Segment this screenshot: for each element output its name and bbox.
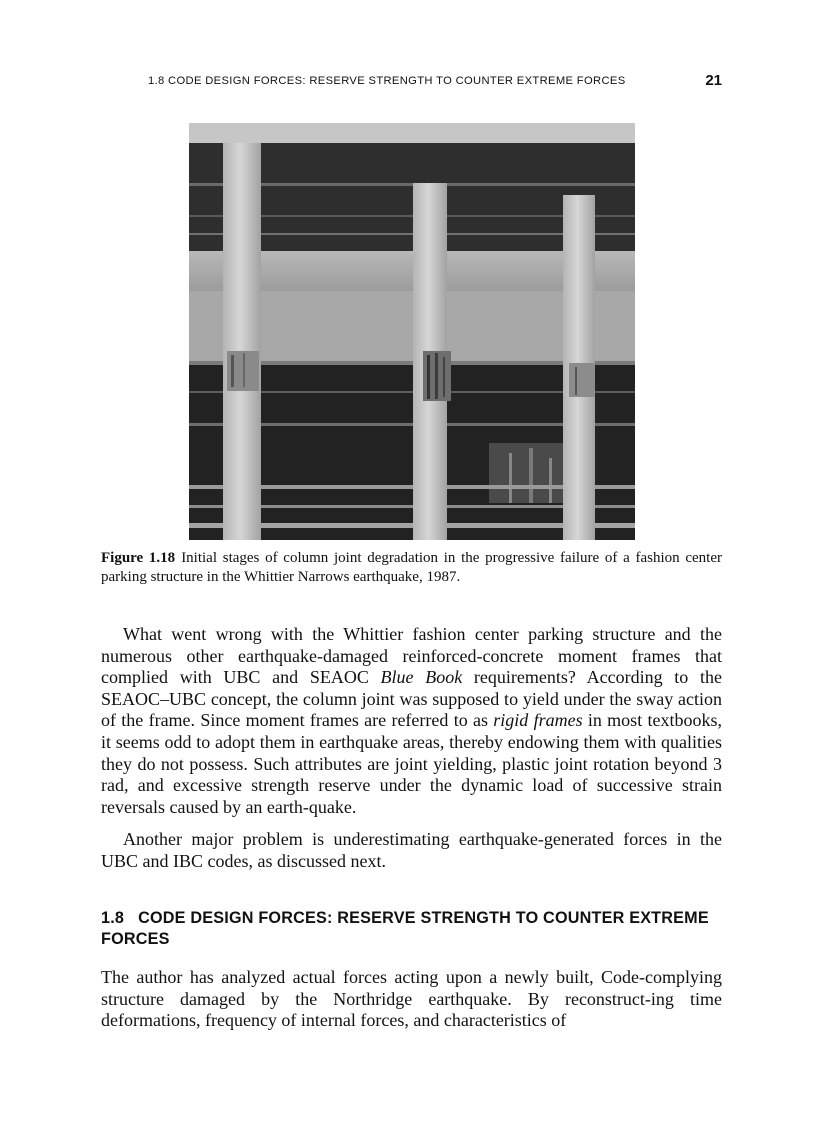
paragraph-3: The author has analyzed actual forces acting upon a newly built, Code-complying structure damaged by the Northridge earthquake. By reconstruct-ing time deformations, frequency of internal forces, and characteristics of [101, 967, 722, 1031]
section-number: 1.8 [101, 909, 125, 927]
paragraph-1-text-b: requirements? According to the SEAOC–UBC concept, the column joint was supposed to yield under the sway action of the frame. Since moment frames are referred to as [101, 667, 722, 731]
page-number: 21 [705, 72, 722, 89]
running-head-title: 1.8 CODE DESIGN FORCES: RESERVE STRENGTH TO COUNTER EXTREME FORCES [148, 75, 626, 87]
figure-photo-parking-structure [189, 123, 635, 540]
paragraph-1-text-c: in most textbooks, it seems odd to adopt them in earthquake areas, thereby endowing them with qualities they do not possess. Such attributes are joint yielding, plastic joint rotation beyond 3 rad, and excessive strength reserve under the dynamic load of successive strain reversals caused by an earth-quake. [101, 710, 722, 817]
figure-caption-text: Initial stages of column joint degradation in the progressive failure of a fashion center parking structure in the Whittier Narrows earthquake, 1987. [101, 550, 722, 585]
paragraph-1-italic-rigid-frames: rigid frames [493, 710, 583, 731]
figure-label: Figure 1.18 [101, 550, 176, 566]
running-head [148, 74, 722, 90]
paragraph-1-text-a: What went wrong with the Whittier fashion center parking structure and the numerous other earthquake-damaged reinforced-concrete moment frames that complied with UBC and SEAOC [101, 624, 722, 688]
paragraph-2: Another major problem is underestimating earthquake-generated forces in the UBC and IBC codes, as discussed next. [101, 829, 722, 871]
figure-caption [101, 549, 722, 587]
section-heading [101, 908, 722, 950]
section-title: CODE DESIGN FORCES: RESERVE STRENGTH TO COUNTER EXTREME FORCES [101, 909, 709, 948]
paragraph-1 [101, 624, 722, 818]
paragraph-1-italic-blue-book: Blue Book [380, 667, 463, 688]
